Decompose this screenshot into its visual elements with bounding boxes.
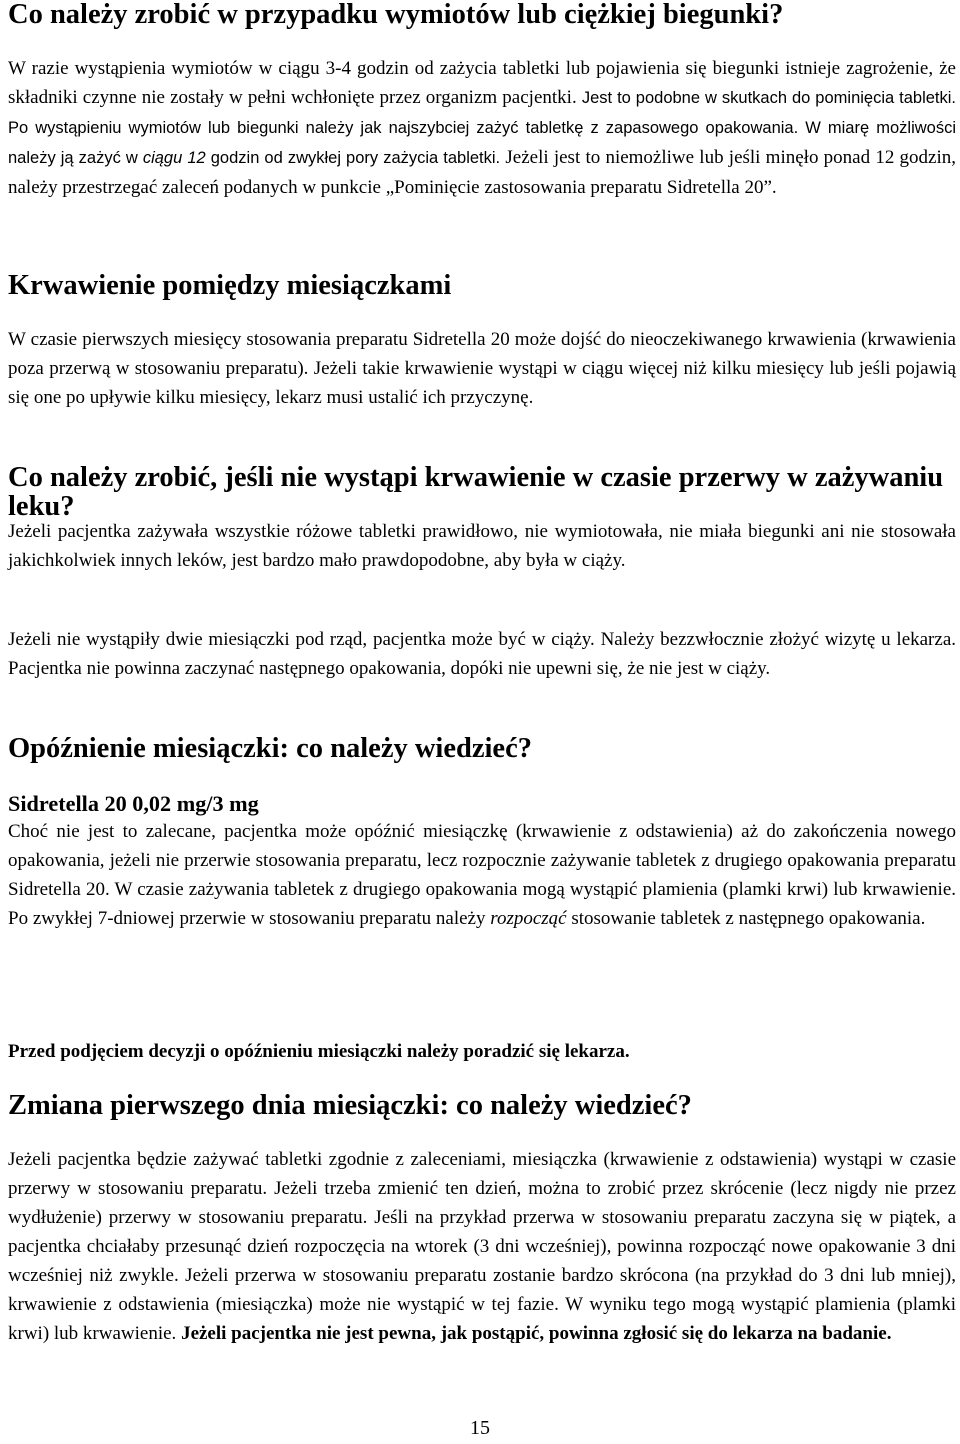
paragraph-vomiting-part-7: „Pominięcie zastosowania preparatu Sidretella 20”. [385,177,777,198]
heading-bleeding: Krwawienie pomiędzy miesiączkami [8,270,452,301]
subheading-delay-dose: Sidretella 20 0,02 mg/3 mg [8,791,259,816]
paragraph-no-bleeding-1: Jeżeli pacjentka zażywała wszystkie różowe tabletki prawidłowo, nie wymiotowała, nie miała biegunki ani nie stosowała jakichkolwiek innych leków, jest bardzo mało prawdopodobne, aby była w ciąży. [8,521,956,571]
paragraph-change-day [8,1145,956,1348]
paragraph-no-bleeding-2: Jeżeli nie wystąpiły dwie miesiączki pod rząd, pacjentka może być w ciąży. Należy bezzwłocznie złożyć wizytę u lekarza. Pacjentka nie powinna zaczynać następnego opakowania, dopóki nie upewni się, że nie jest w ciąży. [8,629,956,679]
heading-no-bleeding: Co należy zrobić, jeśli nie wystąpi krwawienie w czasie przerwy w zażywaniu leku? [8,462,944,522]
paragraph-delay-part-3: stosowanie tabletek z następnego opakowania. [566,908,926,929]
note-delay-consult: Przed podjęciem decyzji o opóźnieniu miesiączki należy poradzić się lekarza. [8,1041,630,1062]
paragraph-vomiting-part-2: Jest to podobne w skutkach do pominięcia tabletki. [581,89,957,107]
paragraph-bleeding: W czasie pierwszych miesięcy stosowania preparatu Sidretella 20 może dojść do nieoczekiwanego krwawienia (krwawienia poza przerwą w stosowaniu preparatu). Jeżeli takie krwawienie wystąpi w ciągu więcej niż kilku miesięcy lub jeśli pojawią się one po upływie kilku miesięcy, lekarz musi ustalić ich przyczynę. [8,329,956,408]
paragraph-delay [8,817,956,933]
paragraph-delay-part-1: Choć nie jest to zalecane, pacjentka może opóźnić miesiączkę (krwawienie z odstawienia) aż do zakończenia nowego opakowania, jeżeli nie przerwie stosowania preparatu, lecz rozpocznie zażywanie tabletek z drugiego opakowania preparatu Sidretella 20. W czasie zażywania tabletek z drugiego opakowania mogą wystąpić plamienia (plamki krwi) lub krwawienie. Po zwykłej 7-dniowej przerwie w stosowaniu preparatu należy [8,821,956,929]
paragraph-change-day-part-1: Jeżeli pacjentka będzie zażywać tabletki zgodnie z zaleceniami, miesiączka (krwawienie z odstawienia) wystąpi w czasie przerwy w stosowaniu preparatu. Jeżeli trzeba zmienić ten dzień, można to zrobić przez skrócenie (lecz nigdy nie przez wydłużenie) przerwy w stosowaniu preparatu. Jeśli na przykład przerwa w stosowaniu preparatu zaczyna się w piątek, a pacjentka chciałaby przesunąć dzień rozpoczęcia na wtorek (3 dni wcześniej), powinna rozpocząć nowe opakowanie 3 dni wcześniej niż zwykle. Jeżeli przerwa w stosowaniu preparatu zostanie bardzo skrócona (na przykład do 3 dni lub mniej), krwawienie z odstawienia (miesiączka) może nie wystąpić w tej fazie. W wyniku tego mogą wystąpić plamienia (plamki krwi) lub krwawienie. [8,1149,956,1344]
paragraph-vomiting-part-6: Jeżeli jest to niemożliwe lub jeśli minęło ponad 12 godzin, należy przestrzegać zaleceń podanych w punkcie [8,147,956,198]
paragraph-vomiting-part-5: godzin od zwykłej pory zażycia tabletki. [205,149,501,167]
paragraph-vomiting-part-4: ciągu 12 [142,149,206,167]
paragraph-change-day-part-2: Jeżeli pacjentka nie jest pewna, jak postąpić, powinna zgłosić się do lekarza na badanie. [181,1323,892,1344]
heading-change-day: Zmiana pierwszego dnia miesiączki: co należy wiedzieć? [8,1090,692,1121]
paragraph-vomiting-part-1: W razie wystąpienia wymiotów w ciągu 3-4 godzin od zażycia tabletki lub pojawienia się biegunki istnieje zagrożenie, że składniki czynne nie zostały w pełni wchłonięte przez organizm pacjentki. [8,58,956,108]
heading-vomiting: Co należy zrobić w przypadku wymiotów lub ciężkiej biegunki? [8,0,784,30]
paragraph-vomiting-part-3: Po wystąpieniu wymiotów lub biegunki należy jak najszybciej zażyć tabletkę z zapasowego opakowania. W miarę możliwości należy ją zażyć w [8,119,956,167]
paragraph-delay-part-2: rozpocząć [490,908,567,929]
page-number: 15 [470,1417,490,1439]
heading-delay: Opóźnienie miesiączki: co należy wiedzieć? [8,733,532,764]
paragraph-vomiting [8,54,956,202]
